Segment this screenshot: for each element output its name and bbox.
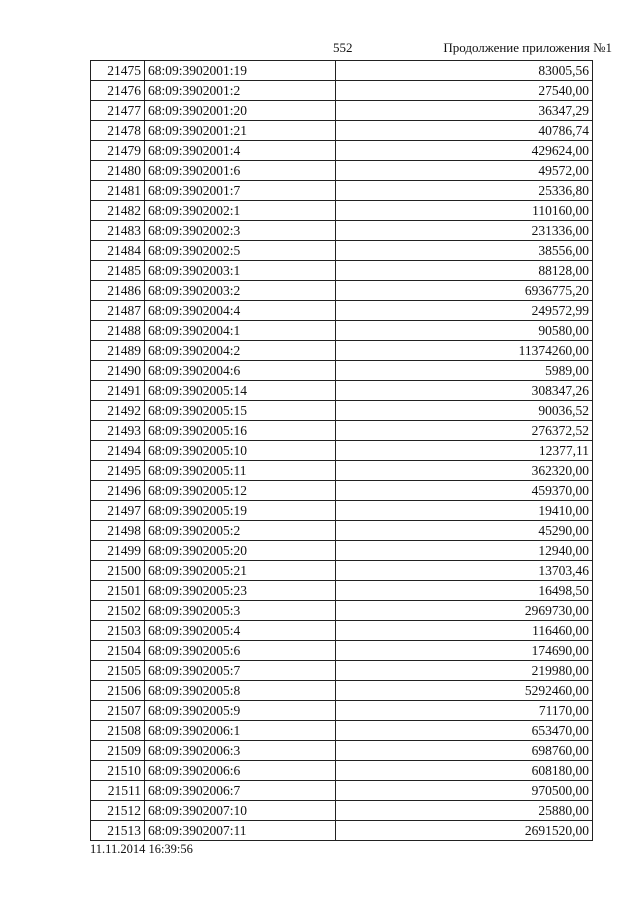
row-number: 21498	[91, 521, 145, 541]
row-number: 21504	[91, 641, 145, 661]
cadastral-value: 11374260,00	[336, 341, 593, 361]
row-number: 21497	[91, 501, 145, 521]
row-number: 21479	[91, 141, 145, 161]
table-row	[91, 561, 593, 581]
table-row	[91, 161, 593, 181]
table-row	[91, 261, 593, 281]
cadastral-number: 68:09:3902001:7	[145, 181, 336, 201]
table-row	[91, 201, 593, 221]
cadastral-value: 174690,00	[336, 641, 593, 661]
table-row	[91, 281, 593, 301]
row-number: 21476	[91, 81, 145, 101]
table-row	[91, 61, 593, 81]
cadastral-number: 68:09:3902005:6	[145, 641, 336, 661]
cadastral-number: 68:09:3902004:1	[145, 321, 336, 341]
table-row	[91, 621, 593, 641]
row-number: 21490	[91, 361, 145, 381]
cadastral-number: 68:09:3902001:2	[145, 81, 336, 101]
row-number: 21513	[91, 821, 145, 841]
table-row	[91, 641, 593, 661]
table-row	[91, 661, 593, 681]
table-row	[91, 821, 593, 841]
row-number: 21486	[91, 281, 145, 301]
cadastral-value: 116460,00	[336, 621, 593, 641]
table-row	[91, 801, 593, 821]
cadastral-value: 40786,74	[336, 121, 593, 141]
row-number: 21487	[91, 301, 145, 321]
row-number: 21502	[91, 601, 145, 621]
registry-table	[90, 60, 593, 841]
cadastral-number: 68:09:3902002:3	[145, 221, 336, 241]
row-number: 21509	[91, 741, 145, 761]
cadastral-number: 68:09:3902006:3	[145, 741, 336, 761]
row-number: 21489	[91, 341, 145, 361]
cadastral-value: 276372,52	[336, 421, 593, 441]
cadastral-number: 68:09:3902005:14	[145, 381, 336, 401]
cadastral-number: 68:09:3902003:2	[145, 281, 336, 301]
cadastral-value: 362320,00	[336, 461, 593, 481]
cadastral-number: 68:09:3902007:11	[145, 821, 336, 841]
row-number: 21495	[91, 461, 145, 481]
cadastral-number: 68:09:3902007:10	[145, 801, 336, 821]
cadastral-value: 2969730,00	[336, 601, 593, 621]
cadastral-number: 68:09:3902006:1	[145, 721, 336, 741]
cadastral-value: 5989,00	[336, 361, 593, 381]
cadastral-number: 68:09:3902004:6	[145, 361, 336, 381]
table-row	[91, 481, 593, 501]
cadastral-value: 110160,00	[336, 201, 593, 221]
table-row	[91, 601, 593, 621]
cadastral-value: 88128,00	[336, 261, 593, 281]
cadastral-number: 68:09:3902005:23	[145, 581, 336, 601]
cadastral-number: 68:09:3902005:8	[145, 681, 336, 701]
cadastral-value: 231336,00	[336, 221, 593, 241]
row-number: 21488	[91, 321, 145, 341]
row-number: 21492	[91, 401, 145, 421]
row-number: 21475	[91, 61, 145, 81]
cadastral-number: 68:09:3902001:4	[145, 141, 336, 161]
continuation-label: Продолжение приложения №1	[443, 40, 612, 55]
footer-timestamp: 11.11.2014 16:39:56	[90, 842, 193, 856]
cadastral-value: 459370,00	[336, 481, 593, 501]
row-number: 21494	[91, 441, 145, 461]
cadastral-value: 38556,00	[336, 241, 593, 261]
row-number: 21484	[91, 241, 145, 261]
cadastral-number: 68:09:3902005:4	[145, 621, 336, 641]
row-number: 21503	[91, 621, 145, 641]
cadastral-number: 68:09:3902005:21	[145, 561, 336, 581]
cadastral-number: 68:09:3902005:7	[145, 661, 336, 681]
table-row	[91, 221, 593, 241]
row-number: 21499	[91, 541, 145, 561]
cadastral-number: 68:09:3902001:6	[145, 161, 336, 181]
cadastral-number: 68:09:3902001:20	[145, 101, 336, 121]
row-number: 21483	[91, 221, 145, 241]
cadastral-value: 49572,00	[336, 161, 593, 181]
row-number: 21507	[91, 701, 145, 721]
table-row	[91, 301, 593, 321]
row-number: 21485	[91, 261, 145, 281]
cadastral-value: 12377,11	[336, 441, 593, 461]
cadastral-value: 249572,99	[336, 301, 593, 321]
row-number: 21482	[91, 201, 145, 221]
cadastral-value: 608180,00	[336, 761, 593, 781]
cadastral-value: 698760,00	[336, 741, 593, 761]
cadastral-value: 25880,00	[336, 801, 593, 821]
row-number: 21491	[91, 381, 145, 401]
cadastral-number: 68:09:3902005:12	[145, 481, 336, 501]
cadastral-value: 429624,00	[336, 141, 593, 161]
cadastral-value: 653470,00	[336, 721, 593, 741]
table-row	[91, 781, 593, 801]
cadastral-value: 6936775,20	[336, 281, 593, 301]
table-row	[91, 421, 593, 441]
cadastral-number: 68:09:3902005:15	[145, 401, 336, 421]
row-number: 21493	[91, 421, 145, 441]
row-number: 21480	[91, 161, 145, 181]
cadastral-number: 68:09:3902002:1	[145, 201, 336, 221]
row-number: 21500	[91, 561, 145, 581]
cadastral-value: 25336,80	[336, 181, 593, 201]
cadastral-value: 12940,00	[336, 541, 593, 561]
table-row	[91, 741, 593, 761]
row-number: 21508	[91, 721, 145, 741]
table-row	[91, 241, 593, 261]
cadastral-value: 13703,46	[336, 561, 593, 581]
row-number: 21477	[91, 101, 145, 121]
cadastral-number: 68:09:3902005:16	[145, 421, 336, 441]
table-row	[91, 461, 593, 481]
cadastral-number: 68:09:3902005:2	[145, 521, 336, 541]
cadastral-value: 36347,29	[336, 101, 593, 121]
cadastral-number: 68:09:3902004:2	[145, 341, 336, 361]
row-number: 21496	[91, 481, 145, 501]
cadastral-number: 68:09:3902005:3	[145, 601, 336, 621]
cadastral-value: 90036,52	[336, 401, 593, 421]
cadastral-value: 45290,00	[336, 521, 593, 541]
cadastral-number: 68:09:3902005:11	[145, 461, 336, 481]
table-row	[91, 101, 593, 121]
cadastral-number: 68:09:3902005:10	[145, 441, 336, 461]
cadastral-number: 68:09:3902002:5	[145, 241, 336, 261]
table-row	[91, 81, 593, 101]
table-body	[91, 61, 593, 841]
table-row	[91, 581, 593, 601]
cadastral-value: 970500,00	[336, 781, 593, 801]
table-row	[91, 761, 593, 781]
table-row	[91, 681, 593, 701]
row-number: 21478	[91, 121, 145, 141]
table-row	[91, 341, 593, 361]
table-row	[91, 501, 593, 521]
cadastral-value: 71170,00	[336, 701, 593, 721]
cadastral-number: 68:09:3902004:4	[145, 301, 336, 321]
cadastral-number: 68:09:3902005:9	[145, 701, 336, 721]
cadastral-number: 68:09:3902003:1	[145, 261, 336, 281]
cadastral-value: 27540,00	[336, 81, 593, 101]
page-number: 552	[333, 40, 353, 55]
table-row	[91, 521, 593, 541]
cadastral-number: 68:09:3902005:19	[145, 501, 336, 521]
table-row	[91, 121, 593, 141]
row-number: 21506	[91, 681, 145, 701]
row-number: 21511	[91, 781, 145, 801]
table-row	[91, 401, 593, 421]
table-row	[91, 361, 593, 381]
table-row	[91, 381, 593, 401]
cadastral-value: 5292460,00	[336, 681, 593, 701]
cadastral-value: 219980,00	[336, 661, 593, 681]
table-row	[91, 701, 593, 721]
cadastral-number: 68:09:3902005:20	[145, 541, 336, 561]
cadastral-value: 16498,50	[336, 581, 593, 601]
table-row	[91, 141, 593, 161]
cadastral-number: 68:09:3902006:7	[145, 781, 336, 801]
row-number: 21501	[91, 581, 145, 601]
cadastral-value: 83005,56	[336, 61, 593, 81]
table-row	[91, 541, 593, 561]
table-row	[91, 441, 593, 461]
table-row	[91, 181, 593, 201]
cadastral-number: 68:09:3902006:6	[145, 761, 336, 781]
row-number: 21510	[91, 761, 145, 781]
cadastral-value: 90580,00	[336, 321, 593, 341]
row-number: 21512	[91, 801, 145, 821]
row-number: 21481	[91, 181, 145, 201]
cadastral-value: 19410,00	[336, 501, 593, 521]
row-number: 21505	[91, 661, 145, 681]
cadastral-value: 2691520,00	[336, 821, 593, 841]
cadastral-number: 68:09:3902001:21	[145, 121, 336, 141]
cadastral-value: 308347,26	[336, 381, 593, 401]
cadastral-number: 68:09:3902001:19	[145, 61, 336, 81]
table-row	[91, 321, 593, 341]
table-row	[91, 721, 593, 741]
